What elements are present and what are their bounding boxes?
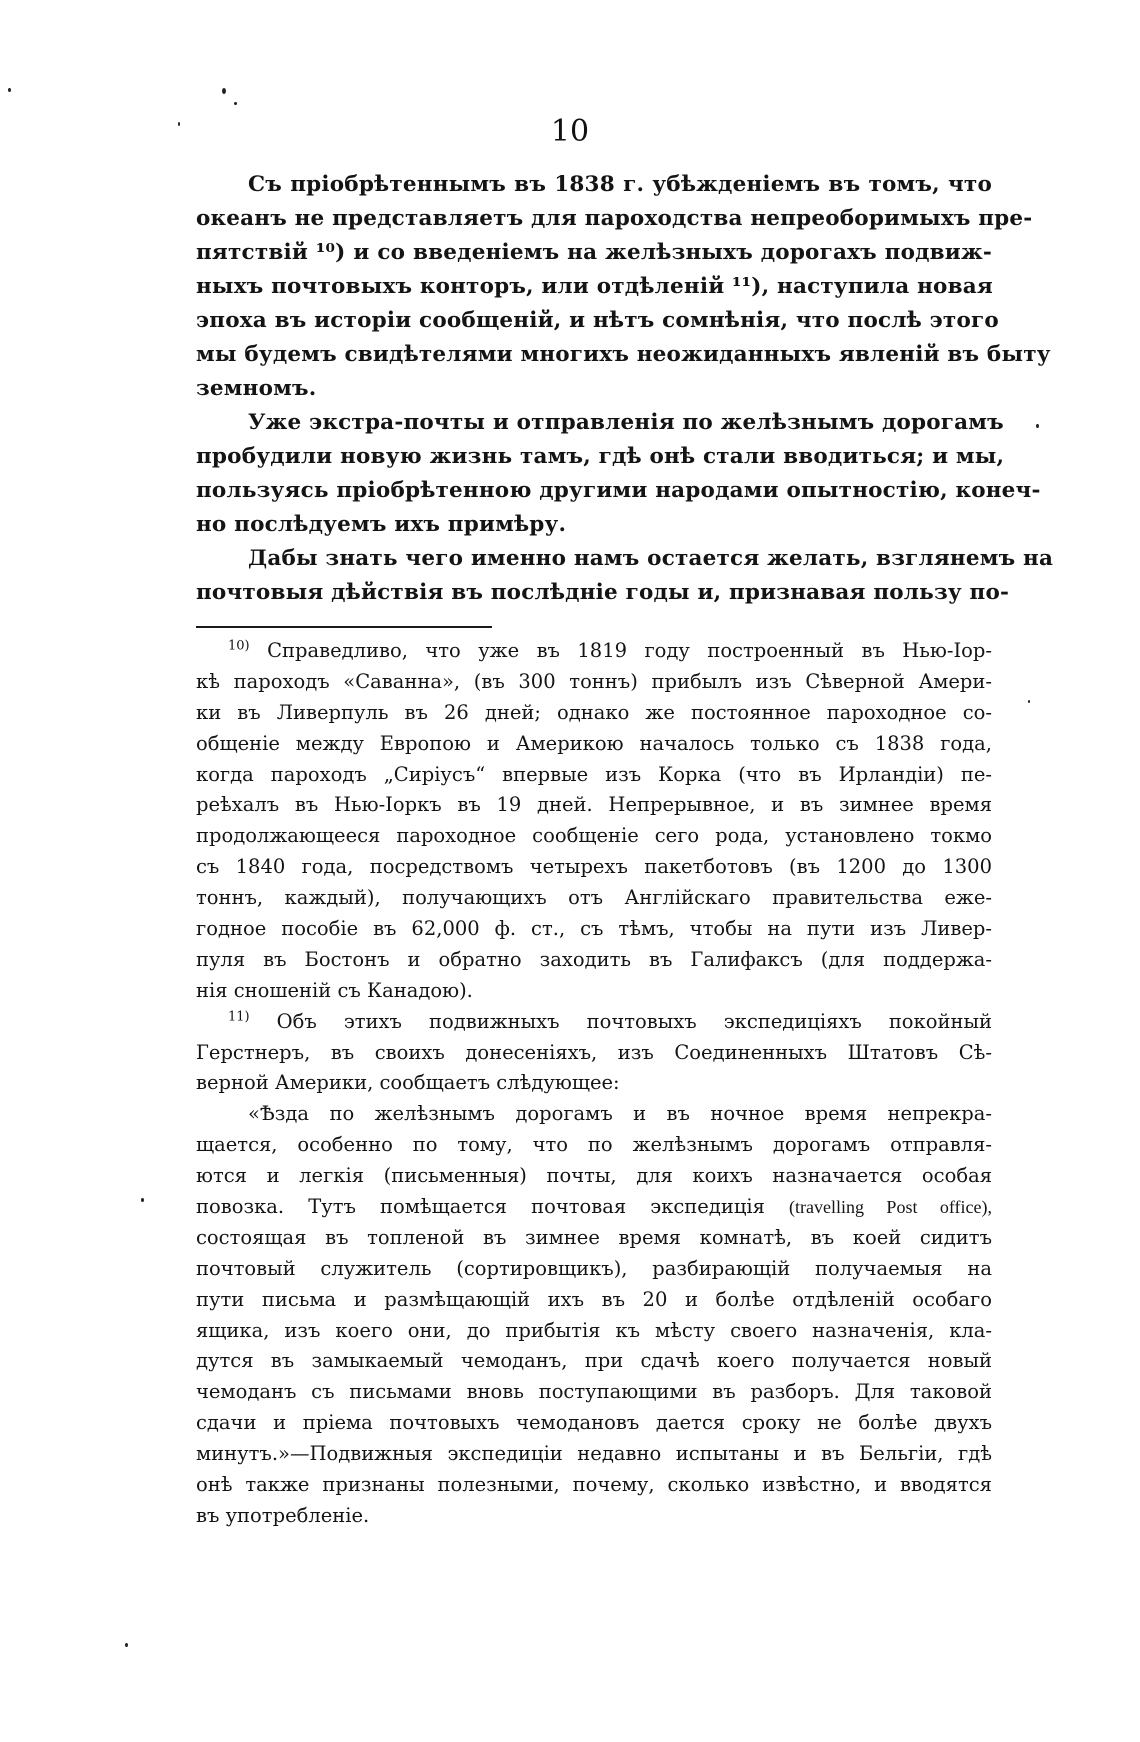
scan-speck [234,102,237,105]
text-line: пробудили новую жизнь тамъ, гдѣ онѣ стали вводиться; и мы, [196,444,1005,469]
quote-line [196,1192,992,1223]
footnote-line: кѣ пароходъ «Саванна», (въ 300 тоннъ) прибылъ изъ Сѣверной Амери- [196,669,992,693]
main-text [196,168,1054,610]
quote-line: дутся въ замыкаемый чемоданъ, при сдачѣ коего получается новый [196,1349,992,1373]
quote-line: почтовый служитель (сортировщикъ), разбирающій получаемыя на [196,1256,992,1280]
quote-line: «Ѣзда по желѣзнымъ дорогамъ и въ ночное время непрекра- [248,1102,992,1126]
quote-line: чемоданъ съ письмами вновь поступающими въ разборъ. Для таковой [196,1380,992,1404]
footnote-line: тоннъ, каждый), получающихъ отъ Англійскаго правительства еже- [196,886,992,910]
footnote-line: реѣхалъ въ Нью-Іоркъ въ 19 дней. Непрерывное, и въ зимнее время [196,793,992,817]
quote-line: состоящая въ топленой въ зимнее время комнатѣ, въ коей сидитъ [196,1225,992,1249]
text-line: Уже экстра-почты и отправленія по желѣзнымъ дорогамъ [248,410,1004,435]
footnote-text: Объ этихъ подвижныхъ почтовыхъ экспедиціяхъ покойный [276,1009,992,1033]
footnote-marker: 11) [228,1009,250,1025]
text-line: почтовыя дѣйствія въ послѣдніе годы и, признавая пользу по- [196,580,1010,605]
text-line: Съ пріобрѣтеннымъ въ 1838 г. убѣжденіемъ въ томъ, что [248,172,992,197]
footnote-line: Герстнеръ, въ своихъ донесеніяхъ, изъ Соединенныхъ Штатовъ Сѣ- [196,1040,992,1064]
footnote-line [196,636,992,667]
quote-line: онѣ также признаны полезными, почему, сколько извѣстно, и вводятся [196,1473,992,1497]
quote-line: ются и легкія (письменныя) почты, для коихъ назначается особая [196,1164,992,1188]
footnotes [196,636,992,1532]
text-line: ныхъ почтовыхъ конторъ, или отдѣленій ¹¹), наступила новая [196,274,993,299]
footnote-line: когда пароходъ „Сиріусъ“ впервые изъ Корка (что въ Ирландіи) пе- [196,762,992,786]
text-line: но послѣдуемъ ихъ примѣру. [196,512,567,537]
footnote-line: годное пособіе въ 62,000 ф. ст., съ тѣмъ, чтобы на пути изъ Ливер- [196,917,992,941]
footnote-line: верной Америки, сообщаетъ слѣдующее: [196,1071,620,1095]
quote-line: пути письма и размѣщающій ихъ въ 20 и болѣе отдѣленій особаго [196,1287,992,1311]
text-line: эпоха въ исторіи сообщеній, и нѣтъ сомнѣнія, что послѣ этого [196,308,999,333]
scan-speck [141,1198,144,1202]
footnote-line: продолжающееся пароходное сообщеніе сего рода, установлено токмо [196,824,992,848]
footnote-marker: 10) [228,638,250,654]
footnote-line: съ 1840 года, посредствомъ четырехъ пакетботовъ (въ 1200 до 1300 [196,855,992,879]
latin-phrase: (travelling Post office), [789,1197,993,1218]
footnote-line: общеніе между Европою и Америкою началось только съ 1838 года, [196,731,992,755]
text-line: пятствій ¹⁰) и со введеніемъ на желѣзныхъ дорогахъ подвиж- [196,240,992,265]
quote-line: въ употребленіе. [196,1503,370,1527]
quote-line: минутъ.»—Подвижныя экспедиціи недавно испытаны и въ Бельгіи, гдѣ [196,1442,992,1466]
paragraph-3 [196,542,1054,610]
quote-line: ящика, изъ коего они, до прибытія къ мѣсту своего назначенія, кла- [196,1318,992,1342]
text-line: мы будемъ свидѣтелями многихъ неожиданныхъ явленій въ быту [196,342,1051,367]
quote-line: сдачи и пріема почтовыхъ чемодановъ дается сроку не болѣе двухъ [196,1411,992,1435]
footnote-line: пуля въ Бостонъ и обратно заходить въ Галифаксъ (для поддержа- [196,947,992,971]
footnote-separator-rule [196,626,492,628]
text-line: пользуясь пріобрѣтенною другими народами опытностію, конеч- [196,478,1041,503]
paragraph-2 [196,406,1041,542]
scan-speck [125,1643,128,1647]
quote-text: повозка. Тутъ помѣщается почтовая экспедиція [196,1195,765,1219]
footnote-text: Справедливо, что уже въ 1819 году построенный въ Нью-Іор- [267,639,992,662]
footnote-line [196,1007,992,1038]
footnote-line: нія сношеній съ Канадою). [196,978,473,1002]
footnote-11 [196,1007,992,1532]
text-line: океанъ не представляетъ для пароходства непреоборимыхъ пре- [196,206,1033,231]
paragraph-1 [196,168,1051,406]
scan-speck [1028,700,1030,703]
footnote-line: ки въ Ливерпуль въ 26 дней; однако же постоянное пароходное со- [196,700,992,724]
scan-speck [8,88,11,92]
scan-speck [222,88,226,94]
quote-line: щается, особенно по тому, что по желѣзнымъ дорогамъ отправля- [196,1133,992,1157]
text-line: Дабы знать чего именно намъ остается желать, взглянемъ на [248,546,1054,571]
text-line: земномъ. [196,376,317,401]
page-number: 10 [550,114,590,149]
footnote-10 [196,636,992,1007]
scan-speck [178,122,180,126]
scan-speck [1036,424,1039,428]
